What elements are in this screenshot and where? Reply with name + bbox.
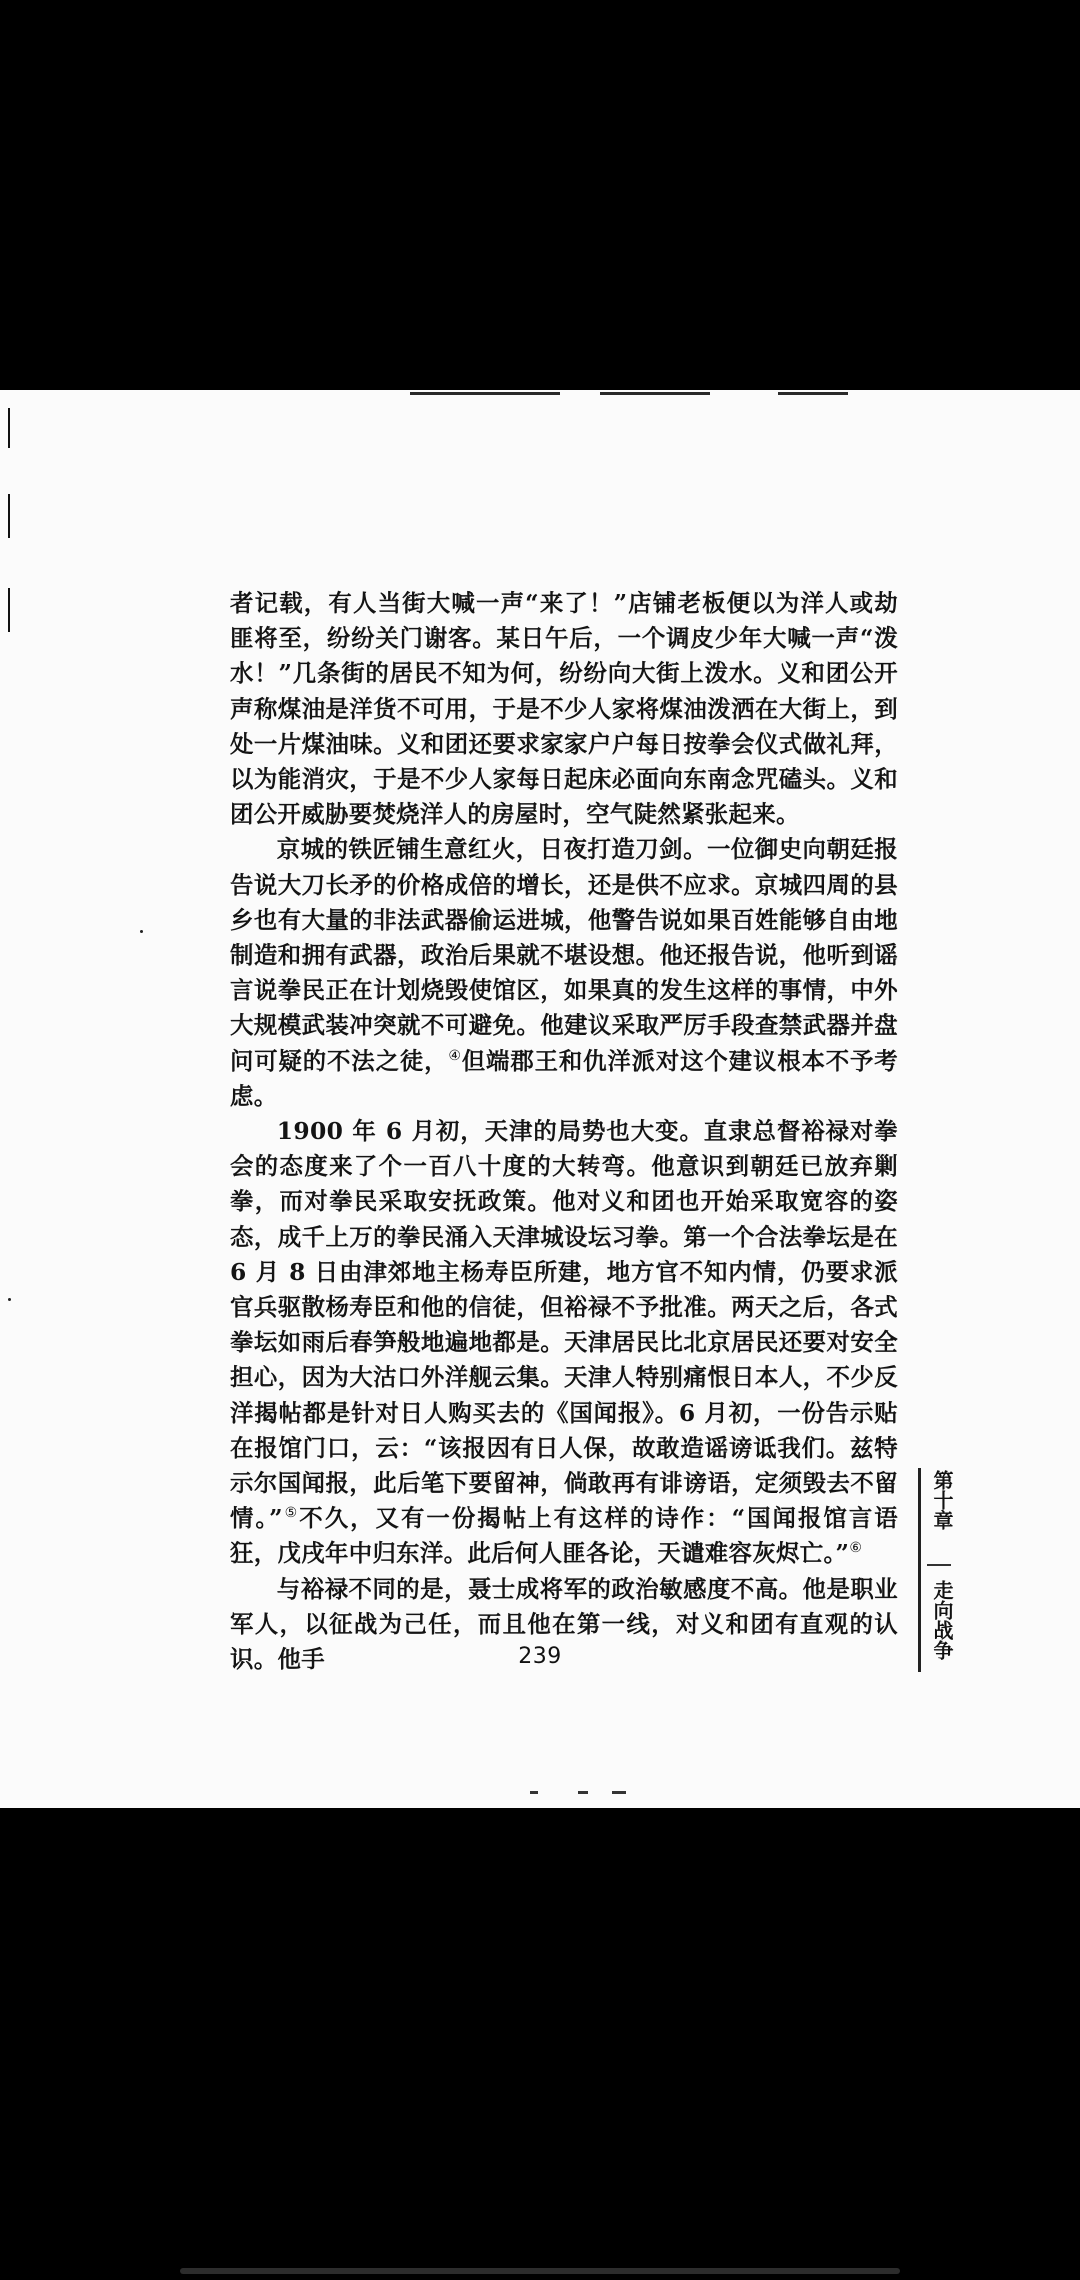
paragraph-text: 不久，又有一份揭帖上有这样的诗作：“国闻报馆言语狂，戊戌年中归东洋。此后何人匪各论，天谴难容灰烬亡。” (230, 1504, 898, 1568)
chapter-title: 走向战争 (930, 1580, 954, 1660)
footnote-marker[interactable]: ④ (448, 1047, 462, 1064)
scan-artifact (8, 494, 10, 538)
paragraph-text: 京城的铁匠铺生意红火，日夜打造刀剑。一位御史向朝廷报告说大刀长矛的价格成倍的增长，还是供不应求。京城四周的县乡也有大量的非法武器偷运进城，他警告说如果百姓能够自由地制造和拥有武器，政治后果就不堪设想。他还报告说，他听到谣言说拳民正在计划烧毁使馆区，如果真的发生这样的事情，中外大规模武装冲突就不可避免。他建议采取严厉手段查禁武器并盘问可疑的不法之徒， (230, 835, 898, 1075)
footnote-marker[interactable]: ⑤ (282, 1505, 300, 1522)
scan-artifact (140, 930, 143, 933)
paragraph-text: 与裕禄不同的是，聂士成将军的政治敏感度不高。他是职业军人，以征战为己任，而且他在第一线，对义和团有直观的认识。他手 (230, 1574, 898, 1674)
page-number: 239 (518, 1644, 562, 1669)
paragraph-text: 但端郡王和仇洋派对这个建议根本不予考虑。 (230, 1046, 898, 1110)
scan-artifact (578, 1791, 588, 1794)
paragraph-2 (230, 832, 898, 1114)
chapter-number: 第十章 (930, 1470, 954, 1530)
paragraph-text: 1900 年 6 月初，天津的局势也大变。直隶总督裕禄对拳会的态度来了个一百八十度的大转弯。他意识到朝廷已放弃剿拳，而对拳民采取安抚政策。他对义和团也开始采取宽容的姿态，成千上万的拳民涌入天津城设坛习拳。第一个合法拳坛是在 6 月 8 日由津郊地主杨寿臣所建，地方官不知内情，仍要求派官兵驱散杨寿臣和他的信徒，但裕禄不予批准。两天之后，各式拳坛如雨后春笋般地遍地都是。天津居民比北京居民还要对安全担心，因为大沽口外洋舰云集。天津人特别痛恨日本人，不少反洋揭帖都是针对日人购买去的《国闻报》。6 月初，一份告示贴在报馆门口，云：“该报因有日人保，故敢造谣谤诋我们。兹特示尔国闻报，此后笔下要留神，倘敢再有诽谤语，定须毁去不留情。” (230, 1117, 898, 1533)
book-page[interactable] (0, 390, 1080, 1808)
chapter-side-tab (918, 1468, 953, 1672)
scan-artifact (8, 1298, 11, 1301)
paragraph-1 (230, 586, 898, 832)
scan-artifact (600, 392, 710, 395)
home-indicator-bar[interactable] (180, 2268, 900, 2274)
scan-artifact (8, 408, 10, 448)
scan-artifact (612, 1791, 626, 1794)
scan-artifact (410, 392, 560, 395)
paragraph-3 (230, 1114, 898, 1572)
scan-artifact (8, 588, 10, 632)
page-body-text (230, 586, 898, 1677)
divider (927, 1564, 951, 1566)
paragraph-text: 者记载，有人当街大喊一声“来了！”店铺老板便以为洋人或劫匪将至，纷纷关门谢客。某日午后，一个调皮少年大喊一声“泼水！”几条街的居民不知为何，纷纷向大街上泼水。义和团公开声称煤油是洋货不可用，于是不少人家将煤油泼洒在大街上，到处一片煤油味。义和团还要求家家户户每日按拳会仪式做礼拜，以为能消灾，于是不少人家每日起床必面向东南念咒磕头。义和团公开威胁要焚烧洋人的房屋时，空气陡然紧张起来。 (230, 589, 898, 829)
scan-artifact (530, 1791, 538, 1794)
footnote-marker[interactable]: ⑥ (849, 1540, 863, 1557)
scan-artifact (778, 392, 848, 395)
